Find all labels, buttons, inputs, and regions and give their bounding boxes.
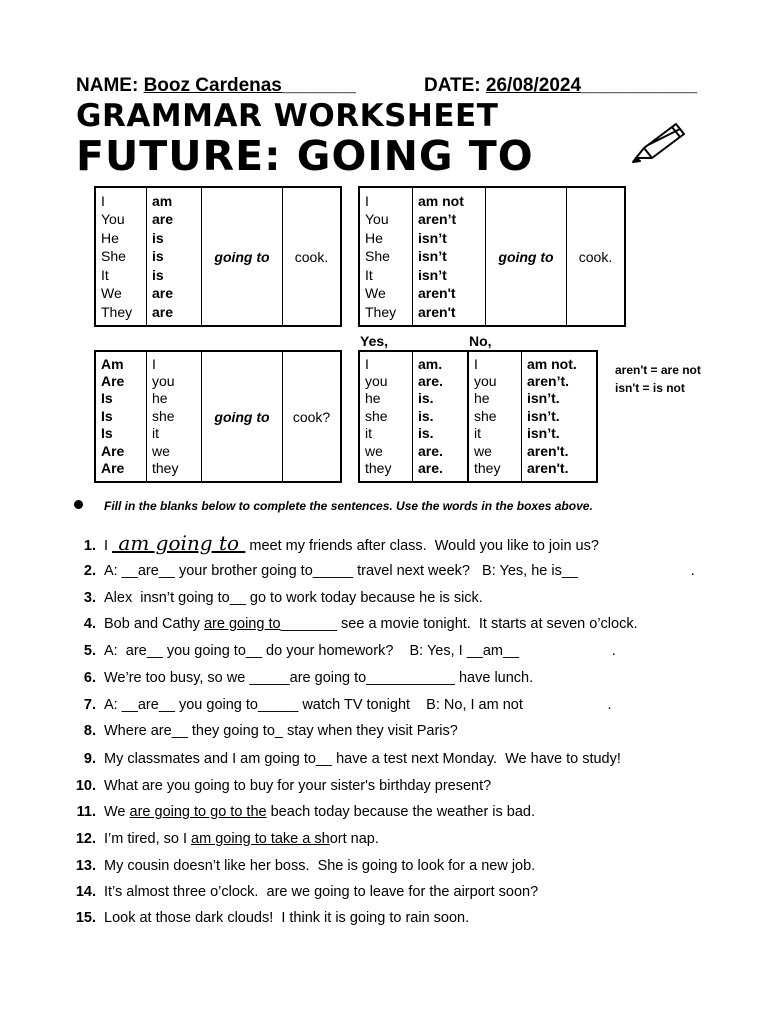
pronoun: She bbox=[365, 248, 390, 265]
sentence-number: 11. bbox=[76, 804, 96, 820]
pronoun: They bbox=[101, 303, 133, 320]
date-label: DATE: bbox=[424, 75, 481, 96]
be-verb: aren't. bbox=[527, 442, 569, 459]
sentence-number: 14. bbox=[75, 884, 96, 900]
name-label: NAME: bbox=[76, 75, 139, 96]
sentence-number: 1. bbox=[83, 538, 96, 554]
worksheet-title: GRAMMAR WORKSHEET bbox=[76, 98, 499, 134]
be-verb: is. bbox=[418, 407, 434, 424]
pronoun-column bbox=[147, 351, 202, 482]
main-verb-cell: cook? bbox=[283, 351, 342, 482]
sentence-number: 7. bbox=[83, 697, 96, 713]
be-verb: are. bbox=[418, 442, 443, 459]
sentence-number: 10. bbox=[75, 778, 96, 794]
sentence-number: 5. bbox=[83, 643, 96, 659]
negative-table bbox=[358, 186, 626, 327]
pronoun: we bbox=[474, 442, 492, 459]
positive-table bbox=[94, 186, 342, 327]
sentence-number: 13. bbox=[75, 858, 96, 874]
sentence-6: 6. We’re too busy, so we _____are going to___________ have lunch. bbox=[60, 669, 720, 687]
be-verb: Is bbox=[101, 390, 113, 407]
sentence-2: 2. A: __are__ your brother going to_____ travel next week? B: Yes, he is__ . bbox=[60, 562, 720, 580]
sentence-8: 8. Where are__ they going to_ stay when they visit Paris? bbox=[60, 722, 720, 740]
be-verb: Am bbox=[101, 355, 124, 372]
sentence-11: 11. We are going to go to the beach today because the weather is bad. bbox=[60, 803, 720, 821]
sentence-number: 4. bbox=[83, 616, 96, 632]
name-value: Booz Cardenas bbox=[143, 75, 282, 96]
no-verb-column bbox=[522, 351, 598, 482]
be-verb: am not. bbox=[527, 355, 577, 372]
pronoun: he bbox=[474, 390, 490, 407]
pronoun: you bbox=[152, 372, 175, 389]
pronoun: She bbox=[101, 248, 126, 265]
sentence-15: 15. Look at those dark clouds! I think it is going to rain soon. bbox=[60, 909, 720, 927]
pronoun: He bbox=[365, 229, 383, 246]
be-verb: Are bbox=[101, 372, 125, 389]
be-verb: am bbox=[152, 192, 173, 209]
no-label: No, bbox=[469, 333, 492, 349]
be-verb: isn’t. bbox=[527, 407, 560, 424]
sentence-12: 12. I’m tired, so I am going to take a short nap. bbox=[60, 830, 720, 848]
sentence-9: 9. My classmates and I am going to__ have a test next Monday. We have to study! bbox=[60, 750, 720, 768]
pencil-icon bbox=[630, 118, 688, 164]
main-verb-cell: cook. bbox=[567, 187, 626, 326]
verb-column bbox=[147, 187, 202, 326]
pronoun: they bbox=[474, 460, 501, 477]
be-verb: am not bbox=[418, 192, 464, 209]
sentence-number: 12. bbox=[75, 831, 96, 847]
be-verb: Is bbox=[101, 407, 113, 424]
pronoun-column bbox=[95, 187, 147, 326]
main-verb-cell: cook. bbox=[283, 187, 342, 326]
be-verb: aren’t. bbox=[527, 372, 570, 389]
going-to-cell: going to bbox=[486, 187, 567, 326]
pronoun: she bbox=[152, 407, 175, 424]
be-verb: Is bbox=[101, 425, 113, 442]
be-verb: aren't bbox=[418, 285, 456, 302]
pronoun: they bbox=[365, 460, 392, 477]
pronoun: You bbox=[365, 211, 389, 228]
be-verb: are. bbox=[418, 372, 443, 389]
be-verb: isn’t bbox=[418, 248, 447, 265]
date-line bbox=[424, 75, 697, 97]
be-verb: isn’t bbox=[418, 266, 447, 283]
worksheet-subtitle: FUTURE: GOING TO bbox=[76, 132, 534, 180]
pronoun: It bbox=[365, 266, 373, 283]
verb-column bbox=[95, 351, 147, 482]
sentence-3: 3. Alex insn’t going to__ go to work today because he is sick. bbox=[60, 589, 720, 607]
sentence-10: 10. What are you going to buy for your sister's birthday present? bbox=[60, 777, 720, 795]
date-value: 26/08/2024 bbox=[485, 75, 582, 96]
be-verb: isn’t. bbox=[527, 390, 560, 407]
pronoun: we bbox=[152, 442, 170, 459]
instruction-text: Fill in the blanks below to complete the sentences. Use the words in the boxes above. bbox=[104, 499, 593, 513]
be-verb: am. bbox=[418, 355, 443, 372]
note-isnt: isn't = is not bbox=[615, 381, 685, 395]
be-verb: is bbox=[152, 266, 164, 283]
yes-pronoun-column bbox=[359, 351, 413, 482]
yes-label: Yes, bbox=[360, 333, 389, 349]
going-to-cell: going to bbox=[202, 187, 283, 326]
yes-verb-column bbox=[413, 351, 469, 482]
name-line bbox=[76, 75, 356, 97]
no-pronoun-column bbox=[468, 351, 522, 482]
sentence-13: 13. My cousin doesn’t like her boss. She is going to look for a new job. bbox=[60, 857, 720, 875]
sentence-7: 7. A: __are__ you going to_____ watch TV tonight B: No, I am not . bbox=[60, 696, 720, 714]
be-verb: are bbox=[152, 211, 174, 228]
verb-column bbox=[413, 187, 486, 326]
sentence-number: 3. bbox=[83, 590, 96, 606]
sentence-14: 14. It’s almost three o’clock. are we going to leave for the airport soon? bbox=[60, 883, 720, 901]
pronoun: you bbox=[365, 372, 388, 389]
sentence-number: 8. bbox=[83, 723, 96, 739]
be-verb: aren't. bbox=[527, 460, 569, 477]
contraction-notes bbox=[615, 361, 701, 397]
be-verb: are bbox=[152, 303, 174, 320]
be-verb: Are bbox=[101, 442, 125, 459]
be-verb: Are bbox=[101, 460, 125, 477]
pronoun: I bbox=[152, 355, 156, 372]
sentence-number: 15. bbox=[75, 910, 96, 926]
be-verb: is. bbox=[418, 425, 434, 442]
be-verb: is bbox=[152, 229, 164, 246]
pronoun: it bbox=[474, 425, 481, 442]
sentence-number: 9. bbox=[83, 751, 96, 767]
pronoun: I bbox=[474, 355, 478, 372]
pronoun: I bbox=[365, 192, 369, 209]
pronoun: he bbox=[152, 390, 168, 407]
be-verb: are. bbox=[418, 460, 443, 477]
sentence-1: 1. I am going to meet my friends after class. Would you like to join us? bbox=[60, 534, 720, 555]
sentence-5: 5. A: are__ you going to__ do your homework? B: Yes, I __am__ . bbox=[60, 642, 720, 660]
name-blank: _______ bbox=[281, 75, 356, 96]
pronoun: You bbox=[101, 211, 125, 228]
pronoun: We bbox=[365, 285, 386, 302]
be-verb: aren’t bbox=[418, 211, 457, 228]
pronoun: she bbox=[365, 407, 388, 424]
pronoun: I bbox=[101, 192, 105, 209]
sentence-4: 4. Bob and Cathy are going to_______ see a movie tonight. It starts at seven o’clock. bbox=[60, 615, 720, 633]
note-arent: aren't = are not bbox=[615, 363, 701, 377]
be-verb: isn’t bbox=[418, 229, 447, 246]
be-verb: is. bbox=[418, 390, 434, 407]
short-answers-table bbox=[358, 350, 598, 483]
be-verb: is bbox=[152, 248, 164, 265]
be-verb: isn’t. bbox=[527, 425, 560, 442]
pronoun: He bbox=[101, 229, 119, 246]
pronoun: they bbox=[152, 460, 179, 477]
pronoun: They bbox=[365, 303, 397, 320]
pronoun: he bbox=[365, 390, 381, 407]
handwritten-answer[interactable]: am going to bbox=[112, 531, 246, 555]
pronoun: we bbox=[365, 442, 383, 459]
question-table bbox=[94, 350, 342, 483]
pronoun: you bbox=[474, 372, 497, 389]
bullet-icon bbox=[74, 500, 83, 509]
sentence-number: 2. bbox=[83, 563, 96, 579]
be-verb: aren't bbox=[418, 303, 456, 320]
be-verb: are bbox=[152, 285, 174, 302]
pronoun: We bbox=[101, 285, 122, 302]
date-blank: ___________ bbox=[581, 75, 698, 96]
pronoun: it bbox=[152, 425, 159, 442]
pronoun-column bbox=[359, 187, 413, 326]
pronoun: I bbox=[365, 355, 369, 372]
going-to-cell: going to bbox=[202, 351, 283, 482]
pronoun: she bbox=[474, 407, 497, 424]
sentence-number: 6. bbox=[83, 670, 96, 686]
pronoun: It bbox=[101, 266, 109, 283]
pronoun: it bbox=[365, 425, 372, 442]
